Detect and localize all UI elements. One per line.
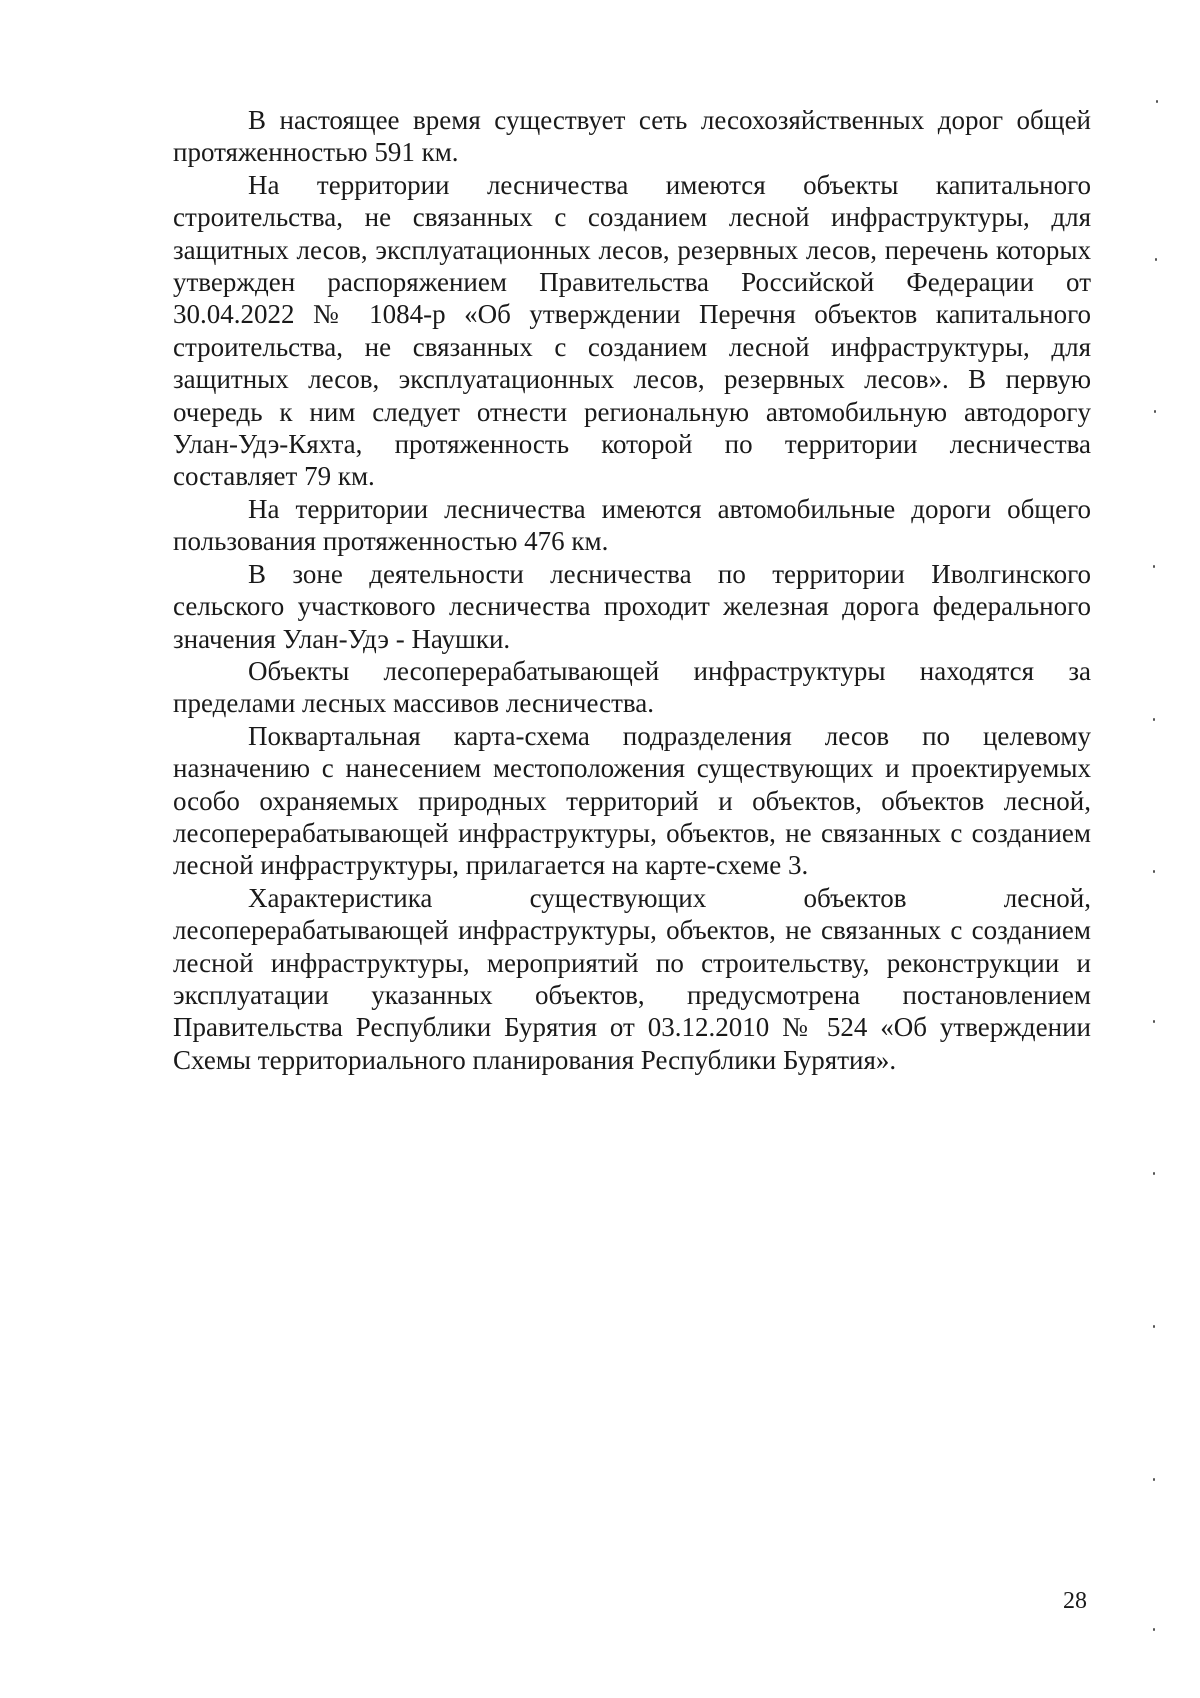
- page-number: 28: [1063, 1588, 1087, 1614]
- paragraph-processing-infrastructure: Объекты лесоперерабатывающей инфраструктуры находятся за пределами лесных массивов лесничества.: [173, 655, 1091, 719]
- paragraph-capital-objects: На территории лесничества имеются объекты капитального строительства, не связанных с созданием лесной инфраструктуры, для защитных лесов, эксплуатационных лесов, резервных лесов, перечень которых утвержден распоряжением Правительства Российской Федерации от 30.04.2022 № 1084-р «Об утверждении Перечня объектов капитального строительства, не связанных с созданием лесной инфраструктуры, для защитных лесов, эксплуатационных лесов, резервных лесов». В первую очередь к ним следует отнести региональную автомобильную автодорогу Улан-Удэ-Кяхта, протяженность которой по территории лесничества составляет 79 км.: [173, 169, 1091, 492]
- paragraph-map-scheme: Поквартальная карта-схема подразделения лесов по целевому назначению с нанесением местоположения существующих и проектируемых особо охраняемых природных территорий и объектов, объектов лесной, лесоперерабатывающей инфраструктуры, объектов, не связанных с созданием лесной инфраструктуры, прилагается на карте-схеме 3.: [173, 720, 1091, 881]
- paragraph-public-roads: На территории лесничества имеются автомобильные дороги общего пользования протяженностью 476 км.: [173, 493, 1091, 557]
- scan-mark: [1153, 718, 1155, 721]
- scan-mark: [1156, 100, 1158, 103]
- scan-mark: [1153, 1020, 1155, 1023]
- scan-mark: [1155, 258, 1157, 261]
- body-text: [173, 104, 1091, 1076]
- scan-mark: [1153, 1325, 1155, 1328]
- paragraph-railway: В зоне деятельности лесничества по территории Иволгинского сельского участкового лесничества проходит железная дорога федерального значения Улан-Удэ - Наушки.: [173, 558, 1091, 654]
- scan-mark: [1153, 1478, 1155, 1481]
- scan-mark: [1153, 870, 1155, 873]
- scan-mark: [1154, 410, 1156, 413]
- scan-mark: [1153, 1172, 1155, 1175]
- scan-mark: [1153, 565, 1155, 568]
- paragraph-roads-network: В настоящее время существует сеть лесохозяйственных дорог общей протяженностью 591 км.: [173, 105, 1091, 168]
- paragraph-characteristics: Характеристика существующих объектов лесной, лесоперерабатывающей инфраструктуры, объектов, не связанных с созданием лесной инфраструктуры, мероприятий по строительству, реконструкции и эксплуатации указанных объектов, предусмотрена постановлением Правительства Республики Бурятия от 03.12.2010 № 524 «Об утверждении Схемы территориального планирования Республики Бурятия».: [173, 882, 1091, 1075]
- scan-mark: [1153, 1628, 1155, 1631]
